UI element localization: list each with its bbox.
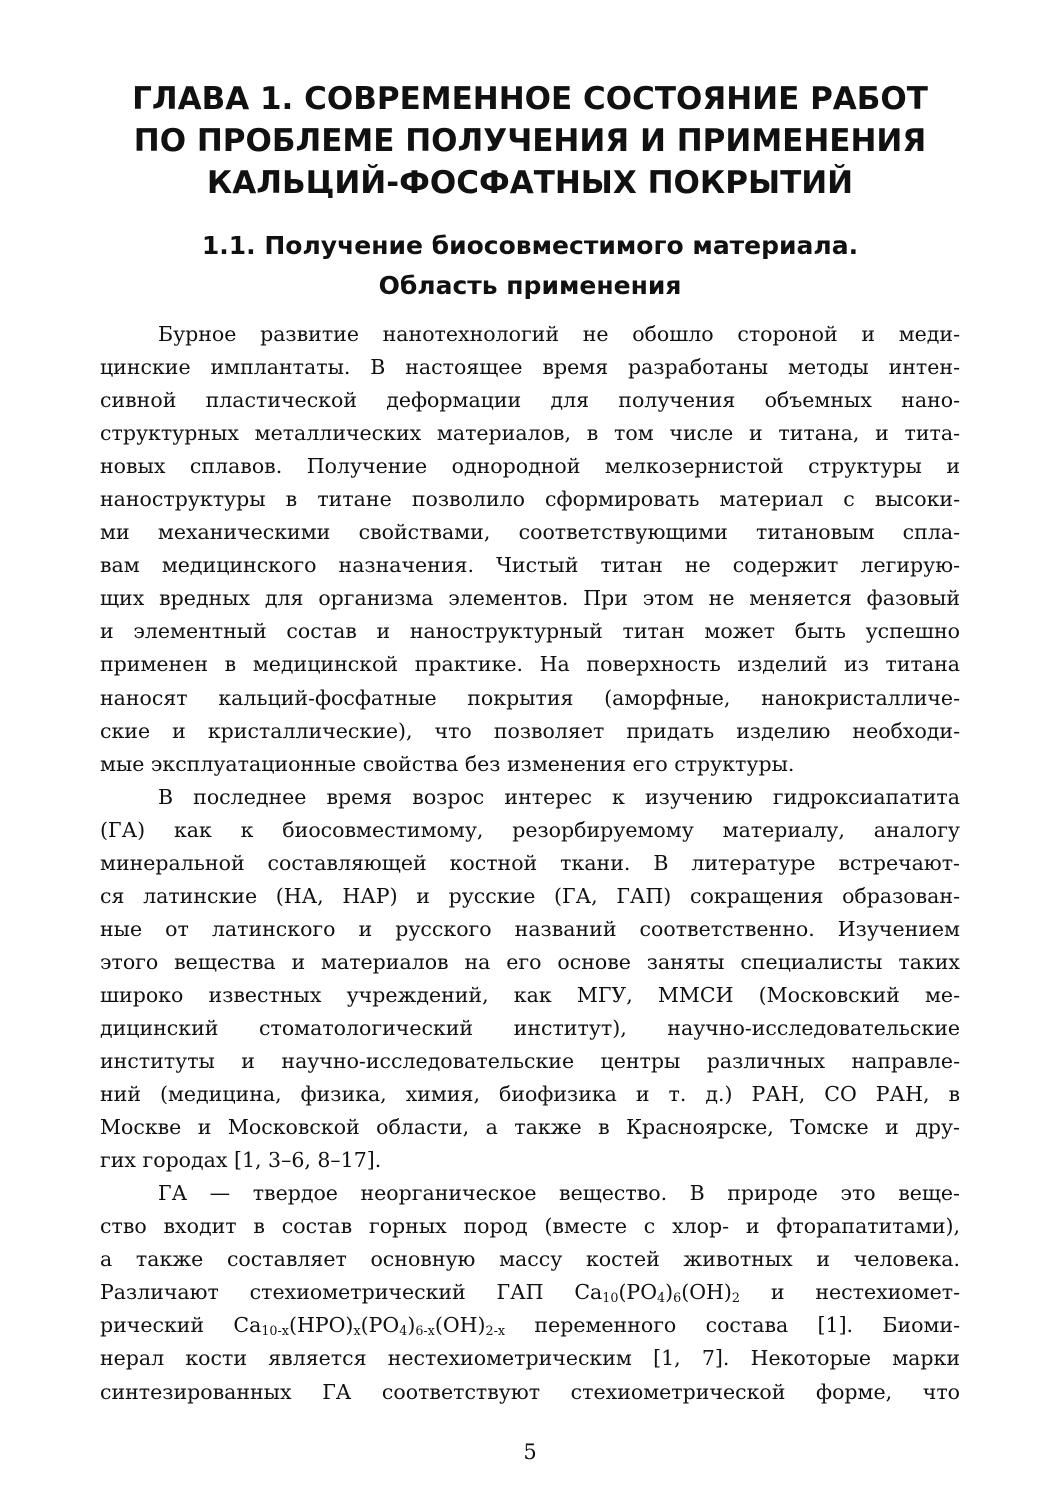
text-line: ГА — твердое неорганическое вещество. В природе это веще-: [158, 1181, 960, 1206]
text-line: институты и научно-исследовательские центры различных направле-: [100, 1049, 960, 1074]
paragraph-1: [100, 318, 960, 781]
text-line: дицинский стоматологический институт), научно-исследовательские: [100, 1015, 960, 1040]
paragraph-3: [100, 1177, 960, 1408]
stoichiometric-formula: $Ca_{10}(PO_4)_6(OH)_2$: [574, 1280, 741, 1306]
text-line: нерал кости является нестехиометрическим [1, 7]. Некоторые марки: [100, 1346, 960, 1371]
text-line: щих вредных для организма элементов. При этом не меняется фазовый: [100, 586, 960, 611]
text-line: наноструктуры в титане позволило сформировать материал с высоки-: [100, 487, 960, 512]
text-line: Москве и Московской области, а также в Красноярске, Томске и дру-: [100, 1115, 960, 1140]
page-number: 5: [523, 1440, 537, 1464]
text-line: а также составляет основную массу костей животных и человека.: [100, 1247, 960, 1272]
paragraph-2: [100, 781, 960, 1178]
text-line: новых сплавов. Получение однородной мелкозернистой структуры и: [100, 454, 960, 479]
text-line: ские и кристаллические), что позволяет придать изделию необходи-: [100, 718, 960, 743]
text-line: широко известных учреждений, как МГУ, ММСИ (Московский ме-: [100, 982, 960, 1007]
section-title-line: Область применения: [378, 271, 682, 300]
section-title-line: 1.1. Получение биосовместимого материала.: [201, 231, 859, 260]
text-line: ний (медицина, физика, химия, биофизика и т. д.) РАН, СО РАН, в: [100, 1082, 960, 1107]
chapter-title: [80, 78, 980, 204]
section-title: [100, 226, 960, 306]
text-line: применен в медицинской практике. На поверхность изделий из титана: [100, 652, 960, 677]
formula-line-after: переменного состава [1]. Биоми-: [505, 1313, 960, 1338]
formula-text-line: [100, 1309, 960, 1342]
text-line: цинские имплантаты. В настоящее время разработаны методы интен-: [100, 355, 960, 380]
chapter-title-line: КАЛЬЦИЙ-ФОСФАТНЫХ ПОКРЫТИЙ: [206, 165, 854, 201]
formula-text-line: [100, 1276, 960, 1309]
formula-line-before: Различают стехиометрический ГАП: [100, 1280, 575, 1305]
chapter-title-line: ПО ПРОБЛЕМЕ ПОЛУЧЕНИЯ И ПРИМЕНЕНИЯ: [133, 123, 927, 159]
text-line: Бурное развитие нанотехнологий не обошло стороной и меди-: [158, 322, 960, 346]
body-text: [100, 318, 960, 1409]
text-line: ми механическими свойствами, соответствующими титановым спла-: [100, 520, 960, 545]
text-line: ся латинские (НА, НАР) и русские (ГА, ГАП) сокращения образован-: [100, 883, 960, 908]
chapter-title-line: ГЛАВА 1. СОВРЕМЕННОЕ СОСТОЯНИЕ РАБОТ: [132, 81, 928, 117]
text-line: (ГА) как к биосовместимому, резорбируемому материалу, аналогу: [100, 817, 960, 842]
nonstoichiometric-formula: $Ca_{10-x}(HPO)_x(PO_4)_{6-x}(OH)_{2-x}$: [233, 1313, 506, 1339]
text-line: В последнее время возрос интерес к изучению гидроксиапатита: [158, 784, 960, 809]
formula-line-after: и нестехиомет-: [740, 1280, 960, 1305]
text-line: синтезированных ГА соответствуют стехиометрической форме, что: [100, 1379, 960, 1404]
text-line: гих городах [1, 3–6, 8–17].: [100, 1148, 382, 1173]
text-line: минеральной составляющей костной ткани. В литературе встречают-: [100, 850, 960, 875]
text-line: ные от латинского и русского названий соответственно. Изучением: [100, 916, 960, 941]
text-line: структурных металлических материалов, в том числе и титана, и тита-: [100, 421, 960, 446]
text-line: ство входит в состав горных пород (вместе с хлор- и фторапатитами),: [100, 1214, 960, 1239]
text-line: сивной пластической деформации для получения объемных нано-: [100, 388, 960, 413]
formula-line-before: рический: [100, 1313, 234, 1338]
text-line: вам медицинского назначения. Чистый титан не содержит легирую-: [100, 553, 960, 578]
text-line: мые эксплуатационные свойства без изменения его структуры.: [100, 751, 795, 776]
text-line: наносят кальций-фосфатные покрытия (аморфные, нанокристалличе-: [100, 685, 960, 710]
text-line: и элементный состав и наноструктурный титан может быть успешно: [100, 619, 960, 644]
text-line: этого вещества и материалов на его основе заняты специалисты таких: [100, 949, 960, 974]
